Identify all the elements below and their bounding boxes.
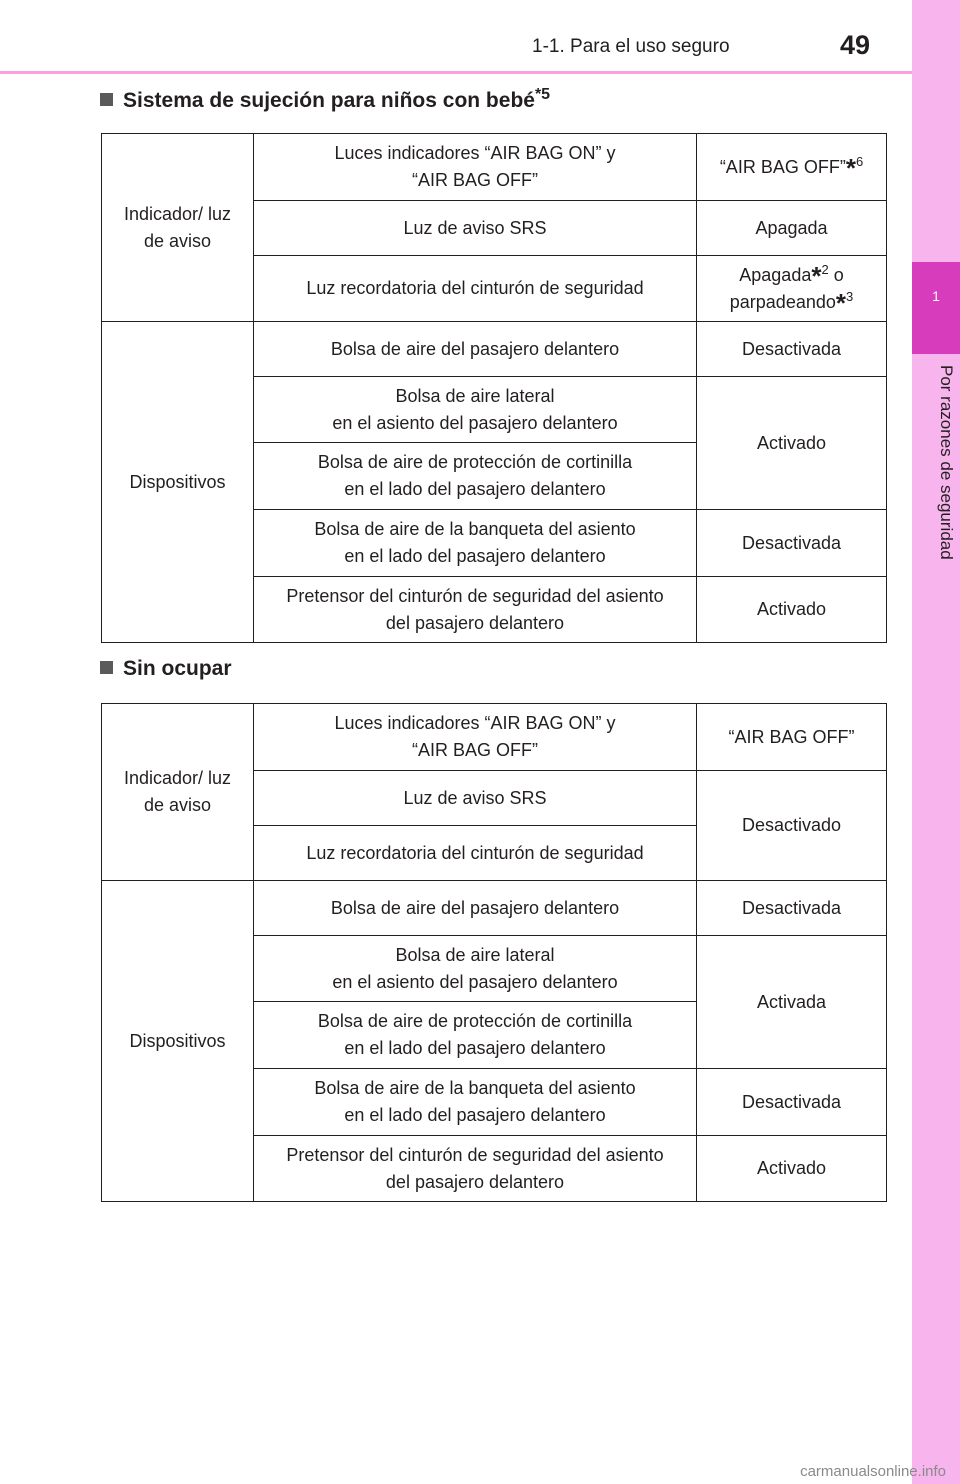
table-cell: Luz de aviso SRS [254,771,697,826]
table-cell: Apagada [697,201,887,256]
table-cell: “AIR BAG OFF” [697,704,887,771]
table-cell: Luces indicadores “AIR BAG ON” y “AIR BAG OFF” [254,704,697,771]
section2-heading [100,657,232,681]
group-devices: Dispositivos [102,881,254,1202]
table-cell: “AIR BAG OFF”*$^6$ [697,134,887,201]
bullet-square-icon [100,93,113,106]
table-cell: Desactivada [697,1069,887,1136]
table-cell: Activado [697,577,887,643]
section1-heading [100,86,550,113]
section2-title: Sin ocupar [123,657,232,680]
table-cell: Activada [697,936,887,1069]
table-cell: Pretensor del cinturón de seguridad del asiento del pasajero delantero [254,1136,697,1202]
bullet-square-icon [100,661,113,674]
header-rule [0,71,912,74]
table-cell: Desactivada [697,510,887,577]
table-cell: Luz de aviso SRS [254,201,697,256]
watermark: carmanualsonline.info [800,1463,946,1480]
section2-table [101,703,887,1202]
chapter-tab-marker [912,262,960,354]
group-devices: Dispositivos [102,322,254,643]
table-cell: Luces indicadores “AIR BAG ON” y “AIR BAG OFF” [254,134,697,201]
table-cell: Luz recordatoria del cinturón de seguridad [254,256,697,322]
table-cell: Bolsa de aire de la banqueta del asiento en el lado del pasajero delantero [254,510,697,577]
section1-title-ref: *5 [534,86,551,103]
table-cell: Bolsa de aire de la banqueta del asiento en el lado del pasajero delantero [254,1069,697,1136]
table-cell: Bolsa de aire de protección de cortinilla en el lado del pasajero delantero [254,443,697,510]
table-cell: Desactivado [697,771,887,881]
table-cell: Pretensor del cinturón de seguridad del asiento del pasajero delantero [254,577,697,643]
table-cell: Desactivada [697,322,887,377]
table-cell: Bolsa de aire de protección de cortinilla en el lado del pasajero delantero [254,1002,697,1069]
table-cell: Bolsa de aire del pasajero delantero [254,322,697,377]
section-header: 1-1. Para el uso seguro [532,36,730,57]
table-cell: Apagada*$^2$ o parpadeando*$^3$ [697,256,887,322]
page-number: 49 [840,30,871,60]
chapter-title: Por razones de seguridad [937,365,956,560]
section1-title: Sistema de sujeción para niños con bebé [123,89,535,112]
group-indicators: Indicador/ luz de aviso [102,704,254,881]
table-cell: Activado [697,377,887,510]
table-cell: Activado [697,1136,887,1202]
table-cell: Desactivada [697,881,887,936]
table-cell: Bolsa de aire lateral en el asiento del pasajero delantero [254,936,697,1002]
table-cell: Bolsa de aire del pasajero delantero [254,881,697,936]
chapter-side-tab [912,0,960,1484]
table-cell: Bolsa de aire lateral en el asiento del pasajero delantero [254,377,697,443]
chapter-number: 1 [932,288,940,304]
section1-table [101,133,887,643]
group-indicators: Indicador/ luz de aviso [102,134,254,322]
table-cell: Luz recordatoria del cinturón de seguridad [254,826,697,881]
